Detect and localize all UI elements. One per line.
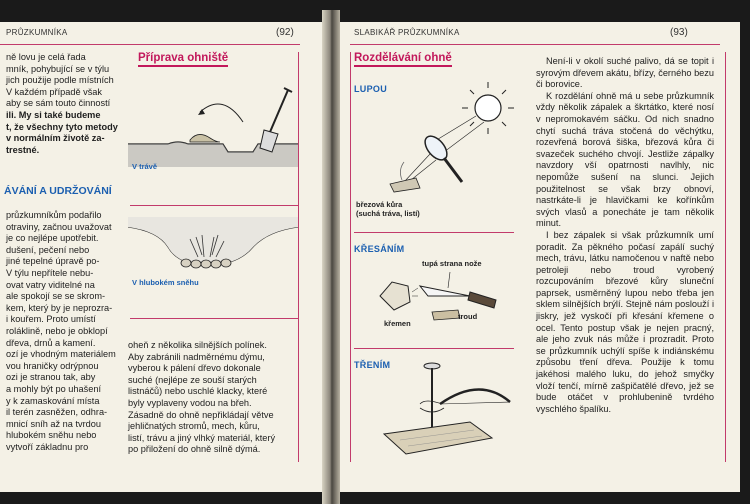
paragraph: I bez zápalek si však průzkumník umí poradit. Za pěkného počasí zapálí suchý mech, trávu, látku namočenou v naftě nebo petroleji nebo troud vyrobený rozcupováním březové kůry sluneční paprsek, usměrněný lupou nebo třeba jen sklem silnějších brýlí. Stejně nám poslouží i jiskry, jež vyskočí při křesání křemene o ocel. Tento postup však je nejen pracný, ale jeho zvuk nás může i prozradit. Proto se průzkumník uchýlí spíše k indiánskému způsobu tření dřeva. Použije k tomu jakéhosi malého luku, do jehož smyčky vloží tenčí, mírně zašpičatělé dřevo, jež se bude otáčet v prohlubenině tvrdého vyschlého špalíku. bbox=[536, 229, 714, 414]
text-line: ozi je stranou tak, aby bbox=[6, 372, 96, 383]
illustration-title-text: Příprava ohniště bbox=[138, 52, 229, 64]
divider-rule bbox=[354, 348, 514, 349]
text-line: roláklině, nebo je obklopí bbox=[6, 325, 108, 336]
label-birch-bark: březová kůra (suchá tráva, listí) bbox=[356, 200, 420, 218]
label-tinder: troud bbox=[458, 312, 478, 321]
page-number-left: (92) bbox=[276, 27, 294, 38]
text-line: vyberou k pálení dřevo dokonale bbox=[128, 363, 261, 374]
book-gutter bbox=[322, 10, 340, 504]
bow-drill-illustration bbox=[380, 358, 520, 458]
text-line: dřeva, drnů a kamení. bbox=[6, 337, 96, 348]
running-head-right: SLABIKÁŘ PRŮZKUMNÍKA bbox=[354, 28, 460, 37]
snow-fire-base-illustration bbox=[128, 217, 298, 277]
running-head-left: PRŮZKUMNÍKA bbox=[6, 28, 68, 37]
text-line: kem, který by je neprozra- bbox=[6, 302, 113, 313]
text-line: ili. My si také budeme bbox=[6, 109, 101, 120]
text-line: ně lovu je celá řada bbox=[6, 52, 86, 62]
head-rule-right bbox=[350, 44, 720, 45]
text-line: jich použije podle místních bbox=[6, 75, 114, 86]
title-underline bbox=[354, 65, 452, 67]
text-line: jehličnatých stromů, mech, kůru, bbox=[128, 421, 260, 432]
text-line: trestné. bbox=[6, 144, 40, 155]
text-line: otraviny, začnou uvažovat bbox=[6, 221, 112, 232]
title-underline bbox=[138, 65, 228, 67]
method-trenim-heading: TŘENÍM bbox=[354, 360, 391, 370]
divider-rule bbox=[130, 205, 298, 206]
text-line: po přiložení do ohně silně dýmá. bbox=[128, 444, 261, 455]
vertical-margin-rule bbox=[350, 52, 351, 462]
text-line: suché (nejlépe ze souší starých bbox=[128, 374, 257, 385]
text-line: dušení, pečení nebo bbox=[6, 244, 90, 255]
text-line: il terén zasněžen, odhra- bbox=[6, 407, 108, 418]
text-line: V týlu nepřítele nebu- bbox=[6, 267, 94, 278]
text-line: V každém případě však bbox=[6, 86, 103, 97]
illustration-title-right bbox=[354, 52, 452, 67]
text-line: a mohly být po uhašení bbox=[6, 383, 101, 394]
text-line: v normálním životě za- bbox=[6, 133, 105, 144]
vertical-margin-rule bbox=[725, 52, 726, 462]
text-line: ovat vatry viditelné na bbox=[6, 279, 95, 290]
page-number-right: (93) bbox=[670, 27, 688, 38]
section-heading-left: ÁVÁNÍ A UDRŽOVÁNÍ bbox=[4, 185, 112, 197]
method-kresanim-heading: KŘESÁNÍM bbox=[354, 244, 405, 254]
label-knife-back: tupá strana nože bbox=[422, 259, 482, 268]
text-line: oheň z několika silnějších polínek. bbox=[128, 340, 267, 350]
right-page bbox=[340, 22, 740, 492]
text-line: hlubokém sněhu nebo bbox=[6, 430, 97, 441]
magnifying-glass-sun-illustration bbox=[376, 78, 516, 198]
text-line: t, že všechny tyto metody bbox=[6, 121, 118, 132]
text-line: Zásadně do ohně nepřikládají větve bbox=[128, 409, 274, 420]
left-col2-text bbox=[128, 340, 288, 456]
method-lupou-heading: LUPOU bbox=[354, 84, 387, 94]
illustration-title-text: Rozdělávání ohně bbox=[354, 52, 452, 64]
label-flint: křemen bbox=[384, 319, 411, 328]
illustration-title-left bbox=[138, 52, 228, 67]
text-line: ozí je vhodným materiálem bbox=[6, 349, 116, 360]
text-line: listí, trávu a jiný vlhký materiál, který bbox=[128, 432, 276, 443]
left-col1-top-text bbox=[6, 52, 124, 156]
divider-rule bbox=[354, 232, 514, 233]
grass-fire-pit-illustration bbox=[128, 82, 298, 167]
text-line: y k zamaskování místa bbox=[6, 395, 100, 406]
text-line: aby se sám touto činností bbox=[6, 98, 111, 109]
text-line: ale spokojí se se skrom- bbox=[6, 291, 106, 302]
vertical-margin-rule bbox=[298, 52, 299, 462]
right-col-text bbox=[536, 56, 714, 415]
text-line: mník, pohybující se v týlu bbox=[6, 63, 110, 74]
text-line: i kouřem. Proto umístí bbox=[6, 314, 96, 325]
caption-snow: V hlubokém sněhu bbox=[132, 278, 199, 287]
paragraph: K rozdělání ohně má u sebe průzkumník vždy několik zápalek a škrtátko, které nosí v nepromokavém sáčku. Od nich snadno chytí suchá tráva stočená do věchýtku, rozevřená borová šiška, březová kůra či svazeček suchého chvojí. Jestliže zápalky navzdory vší opatrnosti navlhly, nic nepomůže sušení na slunci. Jejich použitelnost se však brzy obnoví, nastrkáte-li je hlavičkami ke kořínkům svých vlasů a ponecháte je tam několik minut. bbox=[536, 90, 714, 229]
left-page bbox=[0, 22, 322, 492]
text-line: vytvoří základnu pro bbox=[6, 441, 89, 452]
text-line: vou hraničky odrýpnou bbox=[6, 360, 99, 371]
text-line: byly vyplaveny vodou na břeh. bbox=[128, 397, 252, 408]
divider-rule bbox=[130, 318, 298, 319]
text-line: mnicí sníh až na tvrdou bbox=[6, 418, 101, 429]
text-line: listnáčů) nebo uschlé klacky, které bbox=[128, 386, 268, 397]
text-line: průzkumníkům podařilo bbox=[6, 210, 102, 220]
text-line: Aby zabránili nadměrnému dýmu, bbox=[128, 351, 265, 362]
caption-grass: V trávě bbox=[132, 162, 158, 171]
paragraph: Není-li v okolí suché palivo, dá se topit i syrovým dřevem akátu, břízy, černého bezu či borovice. bbox=[536, 56, 714, 90]
text-line: je co nejlépe upotřebit. bbox=[6, 233, 99, 244]
left-col1-bottom-text bbox=[6, 210, 124, 453]
text-line: jiné tepelné úpravě po- bbox=[6, 256, 100, 267]
head-rule-left bbox=[0, 44, 300, 45]
